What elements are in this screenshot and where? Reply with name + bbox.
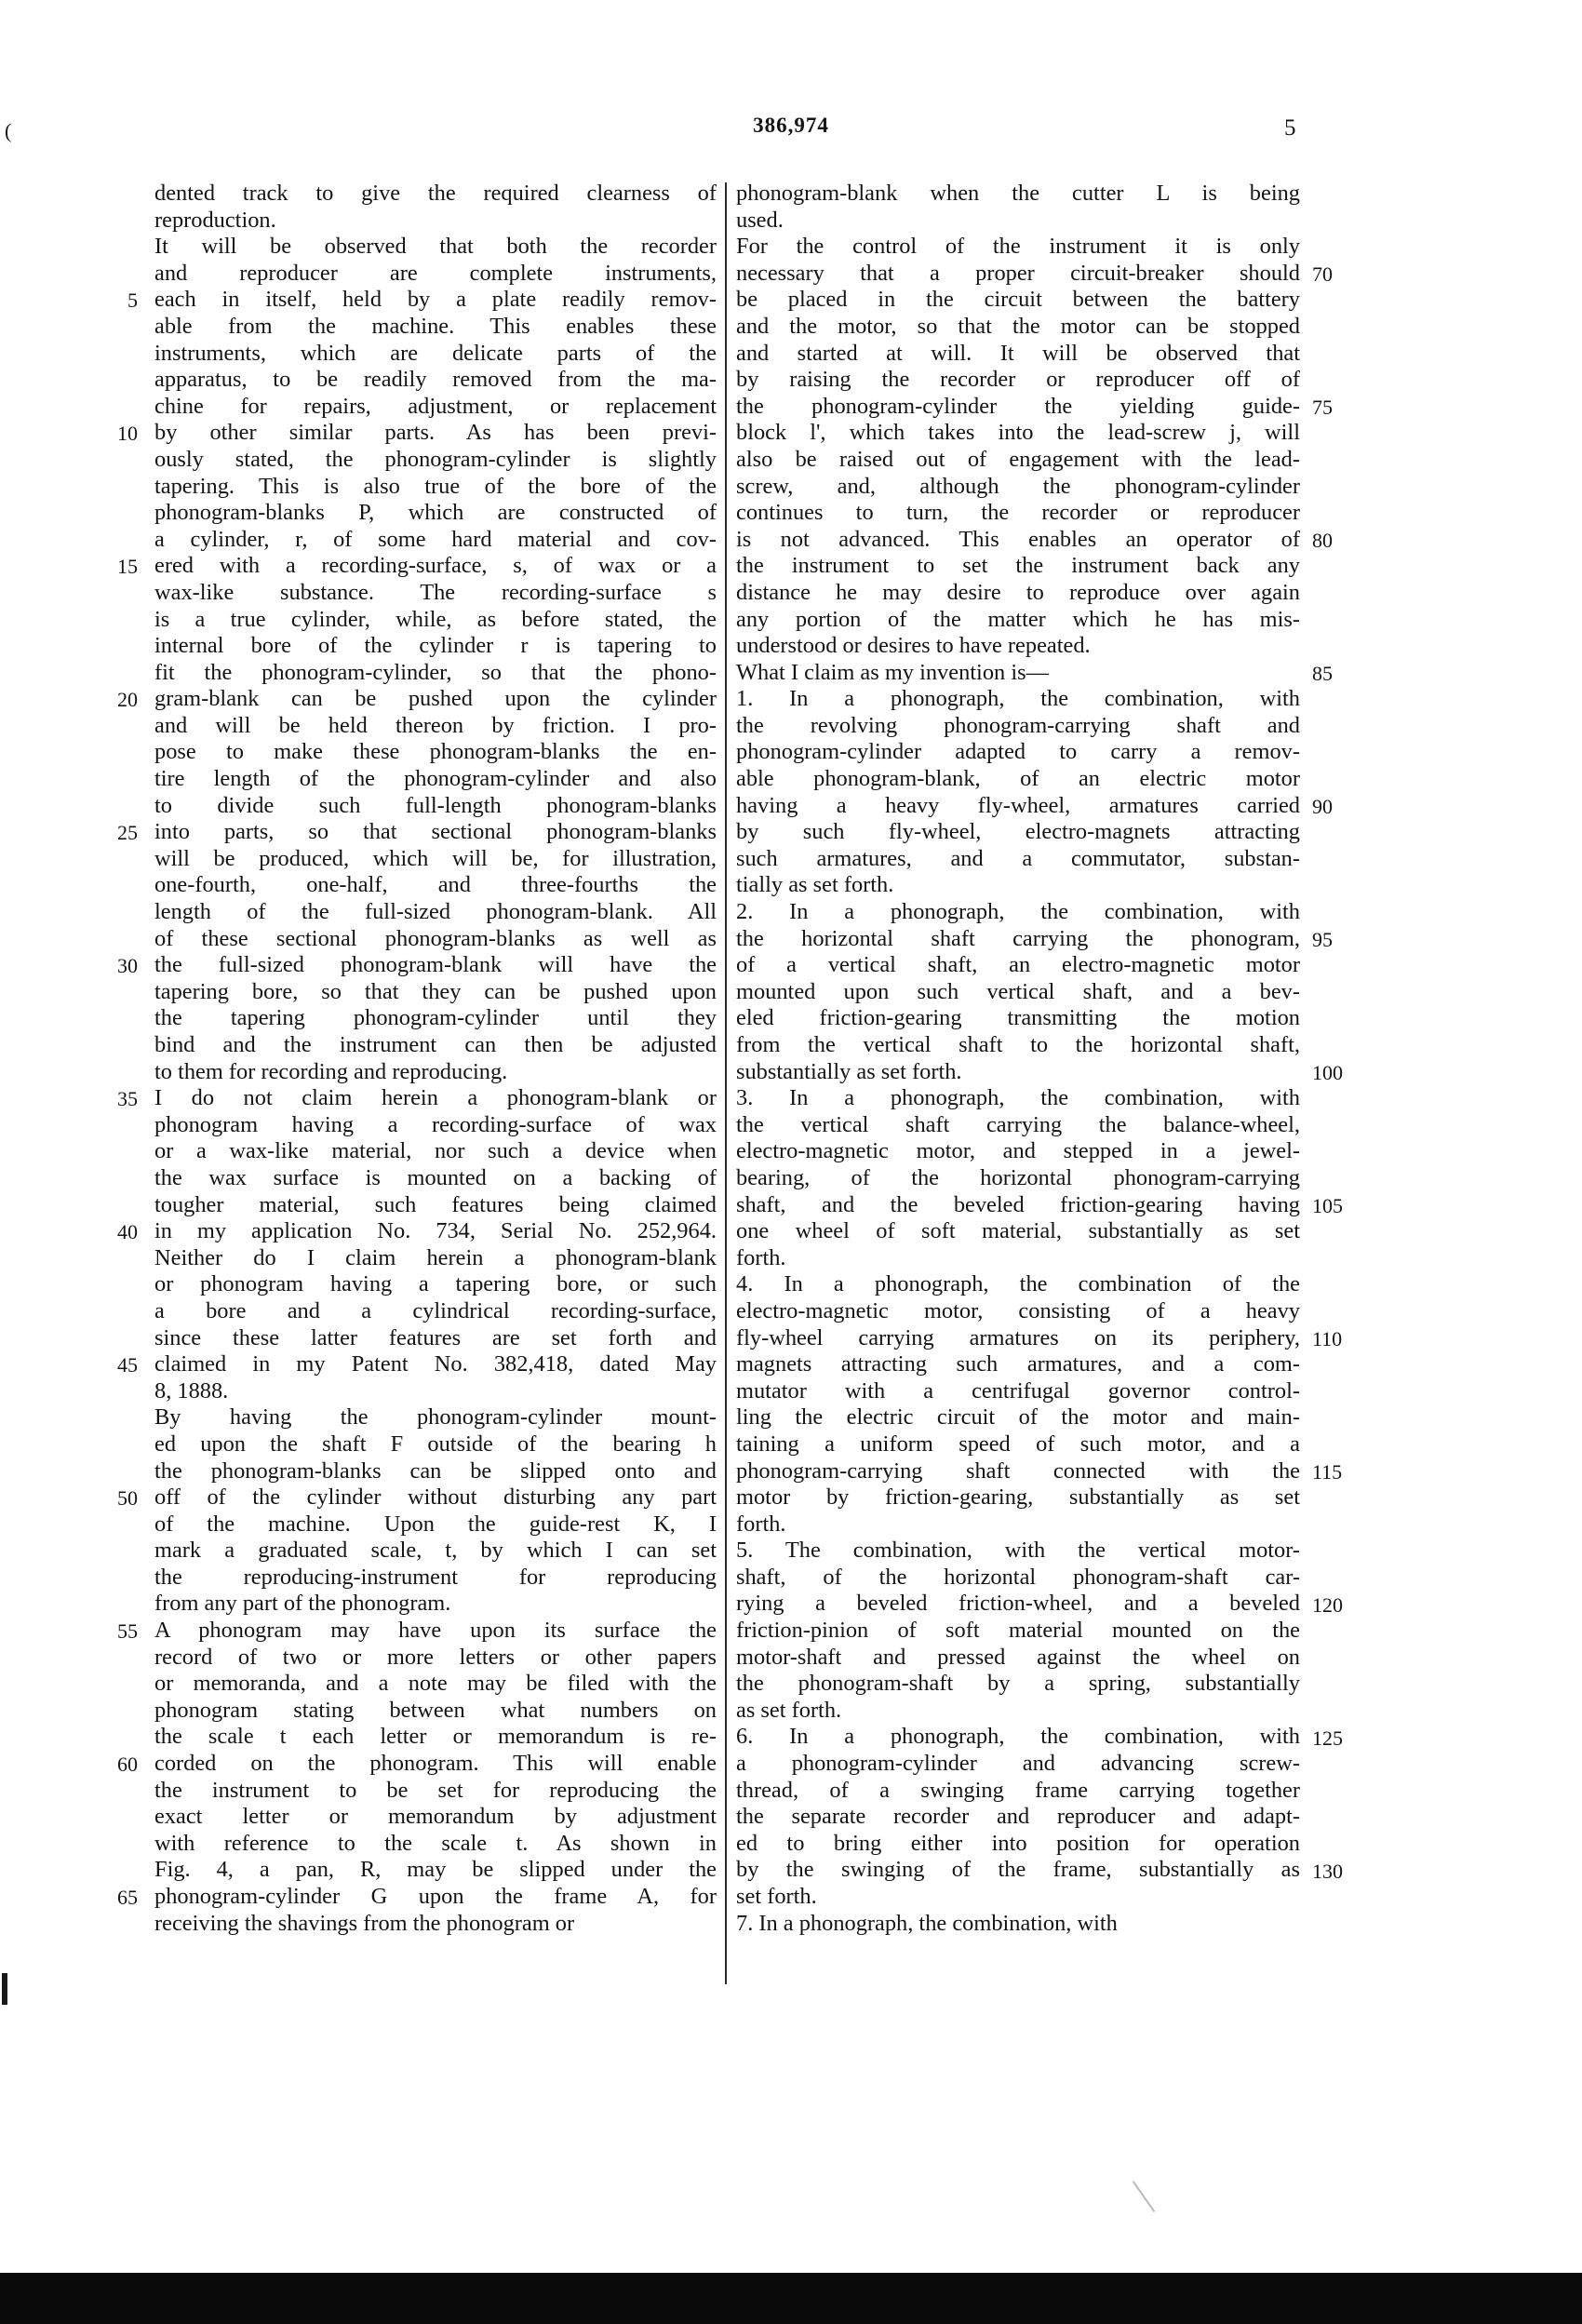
text-line: 4. In a phonograph, the combination of the bbox=[736, 1271, 1300, 1297]
text-line: since these latter features are set forth and bbox=[154, 1324, 717, 1350]
text-line: taining a uniform speed of such motor, and a bbox=[736, 1431, 1300, 1457]
text-line: substantially as set forth. bbox=[736, 1058, 962, 1084]
text-line: 2. In a phonograph, the combination, with bbox=[736, 899, 1300, 925]
text-line: of these sectional phonogram-blanks as well as bbox=[154, 925, 717, 951]
text-line: the horizontal shaft carrying the phonogram, bbox=[736, 925, 1300, 951]
text-line: of a vertical shaft, an electro-magnetic motor bbox=[736, 952, 1300, 978]
text-line: 7. In a phonograph, the combination, with bbox=[736, 1910, 1118, 1936]
text-line: necessary that a proper circuit-breaker should bbox=[736, 260, 1300, 286]
text-line: 1. In a phonograph, the combination, with bbox=[736, 686, 1300, 712]
margin-line-number: 115 bbox=[1312, 1459, 1343, 1484]
page-number: 5 bbox=[1284, 115, 1296, 141]
text-line: block l', which takes into the lead-screw j, will bbox=[736, 420, 1300, 446]
text-line: and the motor, so that the motor can be stopped bbox=[736, 313, 1300, 339]
text-line: eled friction-gearing transmitting the motion bbox=[736, 1005, 1300, 1031]
text-line: instruments, which are delicate parts of the bbox=[154, 340, 717, 366]
text-line: such armatures, and a commutator, substan- bbox=[736, 845, 1300, 871]
text-line: tapering bore, so that they can be pushed upon bbox=[154, 978, 717, 1004]
text-line: or a wax-like material, nor such a device when bbox=[154, 1138, 717, 1164]
margin-line-number: 80 bbox=[1312, 528, 1333, 552]
text-line: and started at will. It will be observed that bbox=[736, 340, 1300, 366]
text-line: I do not claim herein a phonogram-blank or bbox=[154, 1085, 717, 1111]
text-line: friction-pinion of soft material mounted on the bbox=[736, 1618, 1300, 1644]
margin-line-number: 60 bbox=[117, 1753, 138, 1777]
text-line: phonogram stating between what numbers on bbox=[154, 1697, 717, 1723]
left-column bbox=[154, 181, 717, 1937]
margin-line-number: 25 bbox=[117, 821, 138, 845]
text-line: forth. bbox=[736, 1511, 786, 1537]
text-line: any portion of the matter which he has mis- bbox=[736, 606, 1300, 632]
text-line: For the control of the instrument it is only bbox=[736, 234, 1300, 260]
text-line: corded on the phonogram. This will enable bbox=[154, 1751, 717, 1777]
text-line: ered with a recording-surface, s, of wax or a bbox=[154, 553, 717, 579]
text-line: one wheel of soft material, substantially as set bbox=[736, 1218, 1300, 1244]
margin-line-number: 10 bbox=[117, 422, 138, 446]
text-line: in my application No. 734, Serial No. 252,964. bbox=[154, 1218, 717, 1244]
text-line: by raising the recorder or reproducer off of bbox=[736, 367, 1300, 393]
text-line: phonogram-cylinder G upon the frame A, for bbox=[154, 1884, 717, 1909]
text-line: as set forth. bbox=[736, 1697, 842, 1723]
margin-line-number: 120 bbox=[1312, 1592, 1343, 1617]
text-line: to them for recording and reproducing. bbox=[154, 1058, 508, 1084]
text-line: the vertical shaft carrying the balance-wheel, bbox=[736, 1111, 1300, 1137]
margin-line-number: 105 bbox=[1312, 1193, 1343, 1217]
text-line: with reference to the scale t. As shown in bbox=[154, 1830, 717, 1856]
text-line: claimed in my Patent No. 382,418, dated May bbox=[154, 1351, 717, 1377]
text-line: What I claim as my invention is— bbox=[736, 659, 1049, 685]
text-line: dented track to give the required clearness of bbox=[154, 181, 717, 206]
text-line: used. bbox=[736, 207, 784, 233]
text-line: fly-wheel carrying armatures on its periphery, bbox=[736, 1324, 1300, 1350]
text-line: fit the phonogram-cylinder, so that the phono- bbox=[154, 659, 717, 685]
text-line: Neither do I claim herein a phonogram-blank bbox=[154, 1244, 717, 1270]
text-line: screw, and, although the phonogram-cylinder bbox=[736, 473, 1300, 499]
margin-line-number: 130 bbox=[1312, 1859, 1343, 1883]
text-line: continues to turn, the recorder or reproducer bbox=[736, 500, 1300, 526]
text-line: gram-blank can be pushed upon the cylinder bbox=[154, 686, 717, 712]
margin-line-number: 75 bbox=[1312, 395, 1333, 419]
text-line: ously stated, the phonogram-cylinder is slightly bbox=[154, 446, 717, 472]
text-line: record of two or more letters or other papers bbox=[154, 1644, 717, 1670]
text-line: be placed in the circuit between the battery bbox=[736, 287, 1300, 313]
text-line: off of the cylinder without disturbing any part bbox=[154, 1484, 717, 1511]
text-line: mutator with a centrifugal governor control- bbox=[736, 1377, 1300, 1404]
text-line: pose to make these phonogram-blanks the en- bbox=[154, 739, 717, 765]
text-line: a bore and a cylindrical recording-surface, bbox=[154, 1297, 717, 1323]
text-line: phonogram-blanks P, which are constructed of bbox=[154, 500, 717, 526]
text-line: It will be observed that both the recorder bbox=[154, 234, 717, 260]
margin-line-number: 125 bbox=[1312, 1726, 1343, 1750]
text-line: phonogram having a recording-surface of wax bbox=[154, 1111, 717, 1137]
margin-line-number: 95 bbox=[1312, 927, 1333, 951]
text-line: Fig. 4, a pan, R, may be slipped under the bbox=[154, 1857, 717, 1883]
text-line: exact letter or memorandum by adjustment bbox=[154, 1804, 717, 1830]
text-line: motor-shaft and pressed against the wheel on bbox=[736, 1644, 1300, 1670]
text-line: by the swinging of the frame, substantially as bbox=[736, 1857, 1300, 1883]
text-line: also be raised out of engagement with the lead- bbox=[736, 446, 1300, 472]
binding-mark bbox=[2, 1973, 7, 2005]
text-line: phonogram-cylinder adapted to carry a remov- bbox=[736, 739, 1300, 765]
margin-line-number: 30 bbox=[117, 954, 138, 978]
text-line: mounted upon such vertical shaft, and a bev- bbox=[736, 978, 1300, 1004]
text-line: the phonogram-blanks can be slipped onto and bbox=[154, 1458, 717, 1484]
margin-line-number: 15 bbox=[117, 555, 138, 579]
text-line: by such fly-wheel, electro-magnets attracting bbox=[736, 819, 1300, 845]
text-line: the tapering phonogram-cylinder until they bbox=[154, 1005, 717, 1031]
right-column bbox=[736, 181, 1300, 1937]
text-line: rying a beveled friction-wheel, and a beveled bbox=[736, 1591, 1300, 1617]
text-line: bind and the instrument can then be adjusted bbox=[154, 1032, 717, 1057]
text-line: by other similar parts. As has been previ- bbox=[154, 420, 717, 446]
text-line: set forth. bbox=[736, 1884, 817, 1909]
text-line: the reproducing-instrument for reproducing bbox=[154, 1564, 717, 1590]
text-line: understood or desires to have repeated. bbox=[736, 633, 1091, 659]
text-line: By having the phonogram-cylinder mount- bbox=[154, 1404, 717, 1431]
text-line: reproduction. bbox=[154, 207, 276, 233]
text-line: bearing, of the horizontal phonogram-carrying bbox=[736, 1164, 1300, 1190]
text-line: able from the machine. This enables these bbox=[154, 313, 717, 339]
bottom-scan-bar bbox=[0, 2273, 1582, 2324]
text-line: the instrument to set the instrument back any bbox=[736, 553, 1300, 579]
text-line: chine for repairs, adjustment, or replacement bbox=[154, 393, 717, 419]
text-line: electro-magnetic motor, consisting of a heavy bbox=[736, 1297, 1300, 1323]
text-line: phonogram-carrying shaft connected with the bbox=[736, 1458, 1300, 1484]
text-line: A phonogram may have upon its surface the bbox=[154, 1618, 717, 1644]
text-line: of the machine. Upon the guide-rest K, I bbox=[154, 1511, 717, 1537]
text-line: apparatus, to be readily removed from the ma- bbox=[154, 367, 717, 393]
text-line: 8, 1888. bbox=[154, 1377, 229, 1404]
margin-line-number: 5 bbox=[127, 289, 138, 313]
margin-line-number: 90 bbox=[1312, 794, 1333, 818]
margin-line-number: 100 bbox=[1312, 1060, 1343, 1084]
text-line: a cylinder, r, of some hard material and cov- bbox=[154, 526, 717, 552]
text-line: forth. bbox=[736, 1244, 786, 1270]
text-line: the separate recorder and reproducer and adapt- bbox=[736, 1804, 1300, 1830]
text-line: ling the electric circuit of the motor and main- bbox=[736, 1404, 1300, 1431]
text-line: wax-like substance. The recording-surface s bbox=[154, 579, 717, 605]
scan-smudge bbox=[1133, 2181, 1156, 2212]
margin-line-number: 45 bbox=[117, 1353, 138, 1377]
edge-mark: ( bbox=[5, 119, 12, 142]
text-line: having a heavy fly-wheel, armatures carried bbox=[736, 792, 1300, 818]
text-line: tougher material, such features being claimed bbox=[154, 1191, 717, 1217]
text-line: each in itself, held by a plate readily remov- bbox=[154, 287, 717, 313]
text-line: thread, of a swinging frame carrying together bbox=[736, 1777, 1300, 1803]
text-line: and will be held thereon by friction. I pro- bbox=[154, 712, 717, 738]
margin-line-number: 20 bbox=[117, 688, 138, 712]
text-line: or memoranda, and a note may be filed with the bbox=[154, 1671, 717, 1697]
text-line: phonogram-blank when the cutter L is being bbox=[736, 181, 1300, 206]
text-line: 3. In a phonograph, the combination, with bbox=[736, 1085, 1300, 1111]
text-line: the wax surface is mounted on a backing of bbox=[154, 1164, 717, 1190]
text-line: and reproducer are complete instruments, bbox=[154, 260, 717, 286]
text-line: the scale t each letter or memorandum is re- bbox=[154, 1724, 717, 1750]
text-line: into parts, so that sectional phonogram-blanks bbox=[154, 819, 717, 845]
margin-line-number: 65 bbox=[117, 1886, 138, 1910]
text-line: receiving the shavings from the phonogram or bbox=[154, 1910, 575, 1936]
margin-line-number: 85 bbox=[1312, 661, 1333, 685]
margin-line-number: 50 bbox=[117, 1486, 138, 1511]
text-line: shaft, and the beveled friction-gearing having bbox=[736, 1191, 1300, 1217]
text-line: tire length of the phonogram-cylinder and also bbox=[154, 766, 717, 792]
text-line: motor by friction-gearing, substantially as set bbox=[736, 1484, 1300, 1511]
text-line: shaft, of the horizontal phonogram-shaft car- bbox=[736, 1564, 1300, 1590]
text-line: is a true cylinder, while, as before stated, the bbox=[154, 606, 717, 632]
text-line: tapering. This is also true of the bore of the bbox=[154, 473, 717, 499]
text-line: the phonogram-shaft by a spring, substantially bbox=[736, 1671, 1300, 1697]
text-line: to divide such full-length phonogram-blanks bbox=[154, 792, 717, 818]
text-line: able phonogram-blank, of an electric motor bbox=[736, 766, 1300, 792]
text-line: the instrument to be set for reproducing the bbox=[154, 1777, 717, 1803]
text-line: the phonogram-cylinder the yielding guide- bbox=[736, 393, 1300, 419]
text-line: internal bore of the cylinder r is tapering to bbox=[154, 633, 717, 659]
margin-line-number: 55 bbox=[117, 1619, 138, 1644]
text-line: from the vertical shaft to the horizontal shaft, bbox=[736, 1032, 1300, 1057]
text-line: magnets attracting such armatures, and a com- bbox=[736, 1351, 1300, 1377]
text-line: tially as set forth. bbox=[736, 872, 894, 898]
text-line: the revolving phonogram-carrying shaft and bbox=[736, 712, 1300, 738]
text-line: from any part of the phonogram. bbox=[154, 1591, 451, 1617]
margin-line-number: 40 bbox=[117, 1220, 138, 1244]
text-line: mark a graduated scale, t, by which I can set bbox=[154, 1538, 717, 1564]
text-line: the full-sized phonogram-blank will have the bbox=[154, 952, 717, 978]
text-line: ed to bring either into position for operation bbox=[736, 1830, 1300, 1856]
text-line: electro-magnetic motor, and stepped in a jewel- bbox=[736, 1138, 1300, 1164]
text-line: a phonogram-cylinder and advancing screw- bbox=[736, 1751, 1300, 1777]
margin-line-number: 35 bbox=[117, 1087, 138, 1111]
margin-line-number: 110 bbox=[1312, 1326, 1343, 1350]
text-line: 6. In a phonograph, the combination, with bbox=[736, 1724, 1300, 1750]
text-line: will be produced, which will be, for illustration, bbox=[154, 845, 717, 871]
margin-line-number: 70 bbox=[1312, 262, 1333, 286]
text-line: is not advanced. This enables an operator of bbox=[736, 526, 1300, 552]
text-line: or phonogram having a tapering bore, or such bbox=[154, 1271, 717, 1297]
text-line: 5. The combination, with the vertical motor- bbox=[736, 1538, 1300, 1564]
text-line: distance he may desire to reproduce over again bbox=[736, 579, 1300, 605]
column-divider bbox=[725, 182, 727, 1984]
text-line: ed upon the shaft F outside of the bearing h bbox=[154, 1431, 717, 1457]
patent-number: 386,974 bbox=[753, 114, 829, 137]
text-line: length of the full-sized phonogram-blank. All bbox=[154, 899, 717, 925]
text-line: one-fourth, one-half, and three-fourths the bbox=[154, 872, 717, 898]
